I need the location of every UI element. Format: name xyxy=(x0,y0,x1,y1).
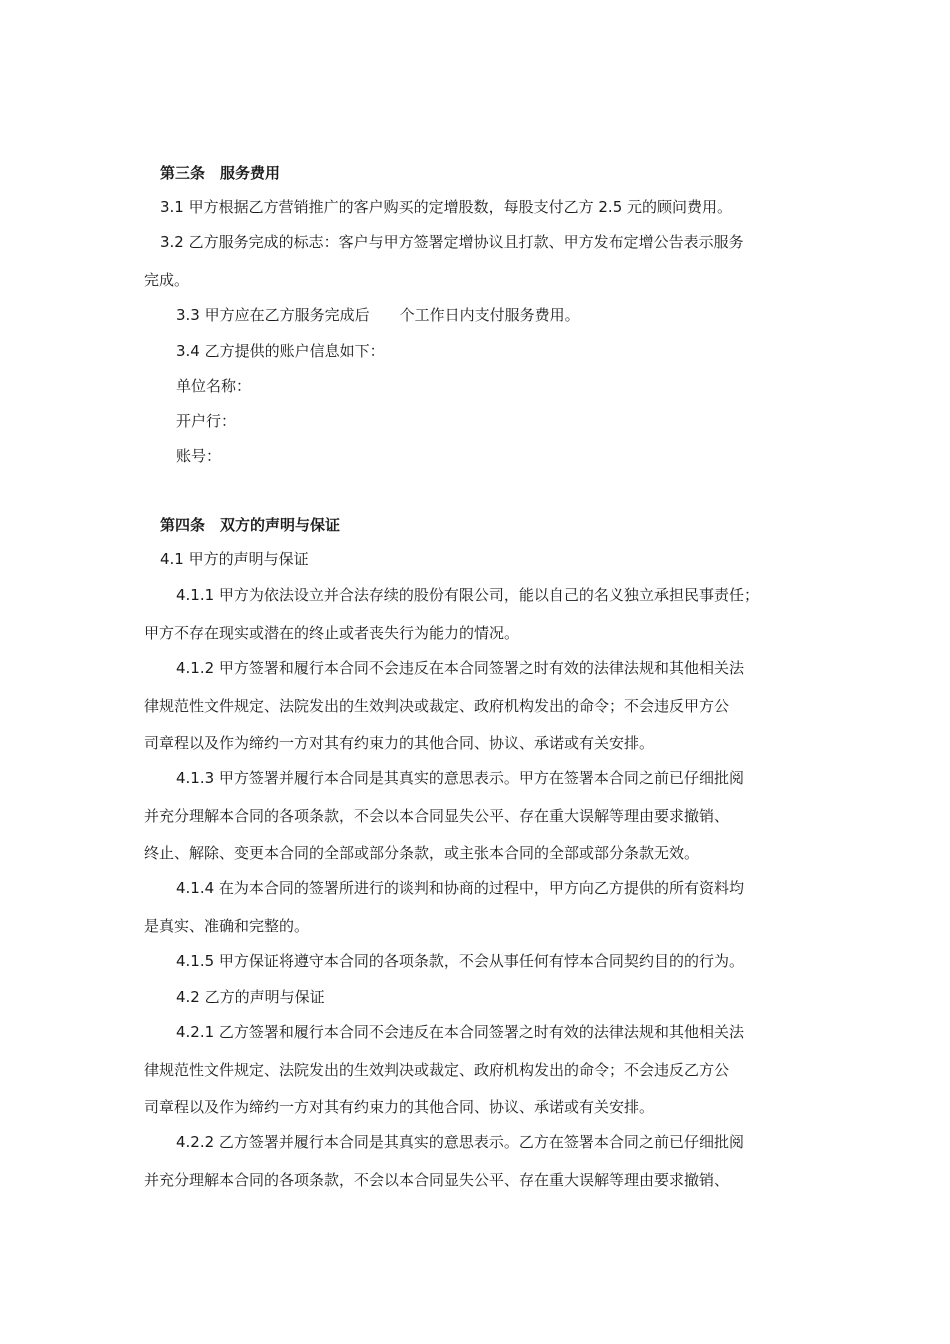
clause-4-1-3-line-2: 并充分理解本合同的各项条款，不会以本合同显失公平、存在重大误解等理由要求撤销、 xyxy=(144,807,730,825)
clause-4-1-2-line-1: 4.1.2 甲方签署和履行本合同不会违反在本合同签署之时有效的法律法规和其他相关法 xyxy=(176,659,744,677)
clause-4-2: 4.2 乙方的声明与保证 xyxy=(176,988,325,1006)
clause-4-1-1-line-2: 甲方不存在现实或潜在的终止或者丧失行为能力的情况。 xyxy=(144,624,520,642)
clause-4-1-2-line-3: 司章程以及作为缔约一方对其有约束力的其他合同、协议、承诺或有关安排。 xyxy=(144,734,655,752)
clause-4-1-3-line-1: 4.1.3 甲方签署并履行本合同是其真实的意思表示。甲方在签署本合同之前已仔细批阅 xyxy=(176,769,744,787)
clause-4-2-2-line-1: 4.2.2 乙方签署并履行本合同是其真实的意思表示。乙方在签署本合同之前已仔细批阅 xyxy=(176,1133,744,1151)
clause-4-1-2-line-2: 律规范性文件规定、法院发出的生效判决或裁定、政府机构发出的命令；不会违反甲方公 xyxy=(144,697,730,715)
clause-4-1-3-line-3: 终止、解除、变更本合同的全部或部分条款，或主张本合同的全部或部分条款无效。 xyxy=(144,844,700,862)
clause-4-1-4-line-1: 4.1.4 在为本合同的签署所进行的谈判和协商的过程中，甲方向乙方提供的所有资料均 xyxy=(176,879,744,897)
clause-4-1-1-line-1: 4.1.1 甲方为依法设立并合法存续的股份有限公司，能以自己的名义独立承担民事责任； xyxy=(176,586,759,604)
section-4-heading: 第四条 双方的声明与保证 xyxy=(160,516,341,534)
account-name-label: 单位名称： xyxy=(176,377,252,395)
account-number-label: 账号： xyxy=(176,447,222,465)
clause-4-1-5: 4.1.5 甲方保证将遵守本合同的各项条款，不会从事任何有悖本合同契约目的的行为。 xyxy=(176,952,744,970)
clause-4-2-1-line-1: 4.2.1 乙方签署和履行本合同不会违反在本合同签署之时有效的法律法规和其他相关法 xyxy=(176,1023,744,1041)
clause-4-1: 4.1 甲方的声明与保证 xyxy=(160,550,309,568)
bank-label: 开户行： xyxy=(176,412,237,430)
clause-3-2-line-2: 完成。 xyxy=(144,271,190,289)
clause-4-2-1-line-2: 律规范性文件规定、法院发出的生效判决或裁定、政府机构发出的命令；不会违反乙方公 xyxy=(144,1061,730,1079)
clause-3-1: 3.1 甲方根据乙方营销推广的客户购买的定增股数，每股支付乙方 2.5 元的顾问费用。 xyxy=(160,198,733,216)
clause-3-4: 3.4 乙方提供的账户信息如下： xyxy=(176,342,385,360)
clause-4-1-4-line-2: 是真实、准确和完整的。 xyxy=(144,917,310,935)
section-3-heading: 第三条 服务费用 xyxy=(160,164,281,182)
clause-3-2-line-1: 3.2 乙方服务完成的标志：客户与甲方签署定增协议且打款、甲方发布定增公告表示服务 xyxy=(160,233,744,251)
clause-3-3: 3.3 甲方应在乙方服务完成后 个工作日内支付服务费用。 xyxy=(176,306,580,324)
clause-4-2-2-line-2: 并充分理解本合同的各项条款，不会以本合同显失公平、存在重大误解等理由要求撤销、 xyxy=(144,1171,730,1189)
clause-4-2-1-line-3: 司章程以及作为缔约一方对其有约束力的其他合同、协议、承诺或有关安排。 xyxy=(144,1098,655,1116)
